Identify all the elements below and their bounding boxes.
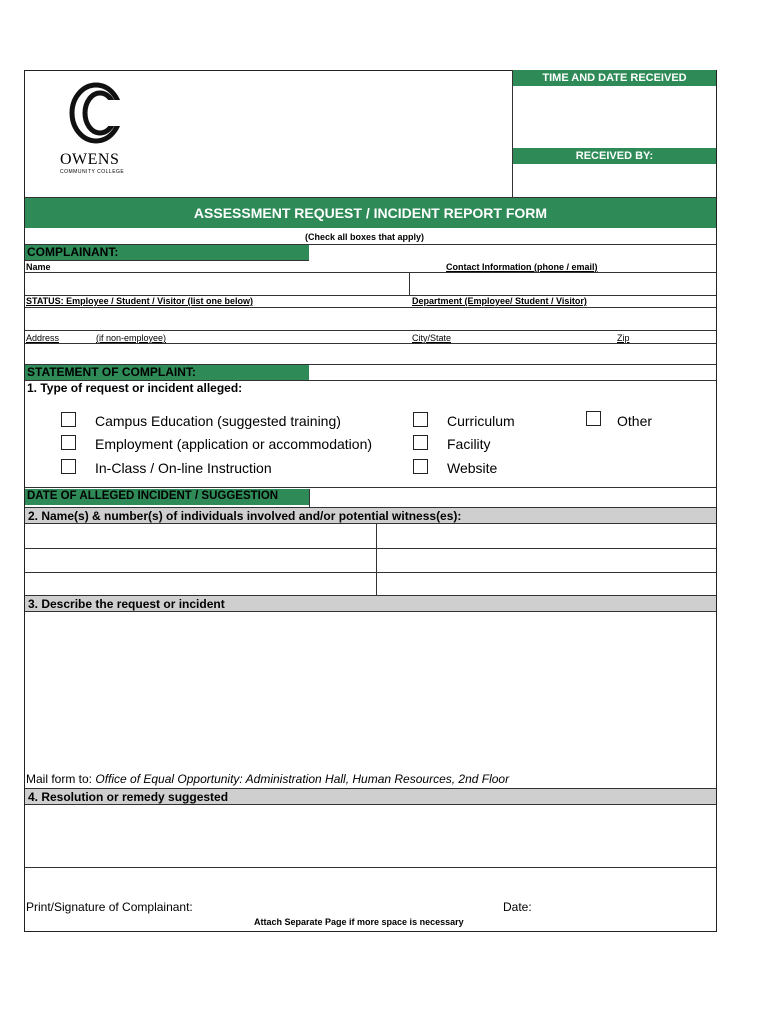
signature-label: Print/Signature of Complainant: bbox=[26, 900, 193, 914]
witness-name-2[interactable] bbox=[25, 549, 376, 572]
contact-info-field[interactable] bbox=[410, 273, 716, 295]
status-label: STATUS: Employee / Student / Visitor (list one below) bbox=[26, 296, 254, 306]
address-note: (if non-employee) bbox=[96, 333, 167, 343]
option-employment: Employment (application or accommodation) bbox=[95, 436, 373, 452]
date-label: Date: bbox=[503, 900, 532, 914]
attach-note: Attach Separate Page if more space is necessary bbox=[254, 917, 464, 927]
logo-name: OWENS bbox=[60, 151, 120, 168]
question-1: 1. Type of request or incident alleged: bbox=[27, 381, 243, 395]
resolution-field[interactable] bbox=[25, 805, 716, 867]
address-field[interactable] bbox=[25, 344, 716, 364]
checkbox-employment[interactable] bbox=[61, 435, 76, 450]
question-3-header: 3. Describe the request or incident bbox=[25, 595, 716, 612]
statement-header: STATEMENT OF COMPLAINT: bbox=[25, 365, 309, 381]
received-by-field[interactable] bbox=[513, 165, 716, 197]
checkbox-facility[interactable] bbox=[413, 435, 428, 450]
form-subtitle: (Check all boxes that apply) bbox=[305, 232, 425, 242]
witness-name-1[interactable] bbox=[25, 524, 376, 548]
option-facility: Facility bbox=[447, 436, 491, 452]
city-state-label: City/State bbox=[412, 333, 452, 343]
mail-instruction bbox=[26, 772, 509, 786]
question-4-header: 4. Resolution or remedy suggested bbox=[25, 788, 716, 805]
witness-table bbox=[25, 524, 716, 596]
form-title-bar bbox=[25, 197, 716, 228]
description-field[interactable] bbox=[25, 612, 716, 770]
name-label: Name bbox=[26, 262, 51, 272]
received-by-label: RECEIVED BY: bbox=[513, 148, 716, 164]
zip-label: Zip bbox=[617, 333, 630, 343]
date-of-incident-header: DATE OF ALLEGED INCIDENT / SUGGESTION bbox=[25, 489, 309, 505]
checkbox-campus-education[interactable] bbox=[61, 412, 76, 427]
department-label: Department (Employee/ Student / Visitor) bbox=[412, 296, 587, 306]
option-campus-education: Campus Education (suggested training) bbox=[95, 413, 341, 429]
owens-logo-mark-icon bbox=[60, 82, 136, 144]
time-date-received-field[interactable] bbox=[513, 87, 716, 147]
witness-number-1[interactable] bbox=[377, 524, 716, 548]
date-field[interactable] bbox=[538, 896, 708, 916]
checkbox-website[interactable] bbox=[413, 459, 428, 474]
question-2-header: 2. Name(s) & number(s) of individuals involved and/or potential witness(es): bbox=[25, 507, 716, 524]
contact-info-label: Contact Information (phone / email) bbox=[446, 262, 598, 272]
status-field[interactable] bbox=[25, 308, 409, 330]
time-date-received-label: TIME AND DATE RECEIVED bbox=[513, 70, 716, 86]
checkbox-curriculum[interactable] bbox=[413, 412, 428, 427]
witness-number-2[interactable] bbox=[377, 549, 716, 572]
college-logo bbox=[60, 82, 136, 174]
option-in-class-online: In-Class / On-line Instruction bbox=[95, 460, 272, 476]
witness-number-3[interactable] bbox=[377, 573, 716, 596]
name-field[interactable] bbox=[25, 273, 409, 295]
complainant-header: COMPLAINANT: bbox=[25, 245, 309, 261]
form-title: ASSESSMENT REQUEST / INCIDENT REPORT FORM bbox=[193, 205, 548, 221]
option-other: Other bbox=[617, 413, 653, 429]
witness-name-3[interactable] bbox=[25, 573, 376, 596]
option-website: Website bbox=[447, 460, 498, 476]
checkbox-other[interactable] bbox=[586, 411, 601, 426]
mail-prefix: Mail form to: bbox=[26, 772, 96, 786]
logo-subtitle: COMMUNITY COLLEGE bbox=[60, 169, 125, 175]
address-label: Address bbox=[26, 333, 60, 343]
date-of-incident-field[interactable] bbox=[310, 489, 716, 507]
checkbox-in-class-online[interactable] bbox=[61, 459, 76, 474]
option-curriculum: Curriculum bbox=[447, 413, 515, 429]
signature-field[interactable] bbox=[205, 896, 495, 916]
department-field[interactable] bbox=[410, 308, 716, 330]
mail-address: Office of Equal Opportunity: Administration Hall, Human Resources, 2nd Floor bbox=[95, 772, 510, 786]
